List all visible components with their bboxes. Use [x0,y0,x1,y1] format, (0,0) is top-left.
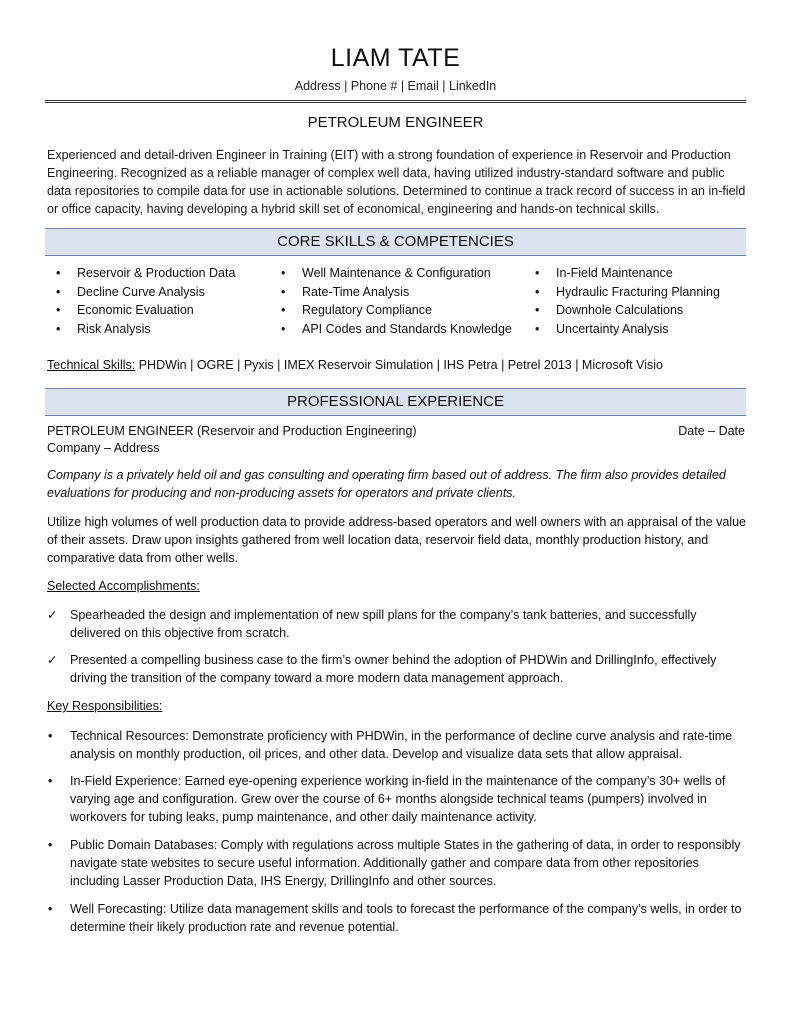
skills-column-1 [47,264,235,338]
responsibility-item [47,727,745,763]
skill-item: • Decline Curve Analysis [47,283,235,302]
responsibilities-heading: Key Responsibilities: [47,699,163,713]
responsibility-label: Well Forecasting: [70,902,167,916]
accomplishment-text: Presented a compelling business case to the firm’s owner behind the adoption of PHDWin and DrillingInfo, effectively driving the transition of the company toward a more modern data management approach. [70,653,717,685]
responsibility-text: Utilize data management skills and tools to forecast the performance of the company’s wells, in order to determine their likely production rate and revenue potential. [70,902,742,934]
technical-skills-line [47,358,663,372]
skill-item: • Hydraulic Fracturing Planning [526,283,720,302]
bullet-icon: • [56,303,61,317]
technical-skills-value: PHDWin | OGRE | Pyxis | IMEX Reservoir Simulation | IHS Petra | Petrel 2013 | Microsoft Visio [135,358,663,372]
bullet-icon: • [535,266,540,280]
header-divider [45,100,746,103]
skills-column-3 [526,264,720,338]
responsibility-item [47,900,745,936]
target-job-title: PETROLEUM ENGINEER [307,114,484,131]
accomplishments-heading: Selected Accomplishments: [47,579,200,593]
skill-item: • In-Field Maintenance [526,264,720,283]
bullet-icon: • [48,774,53,788]
company-description: Company is a privately held oil and gas consulting and operating firm based out of address. The firm also provides detailed evaluations for producing and non-producing assets for operators and private clients. [47,468,726,500]
bullet-icon: • [281,284,286,299]
responsibility-label: In-Field Experience: [70,774,182,788]
job-position-title: PETROLEUM ENGINEER (Reservoir and Production Engineering) [47,424,417,438]
skills-column-2 [272,264,512,338]
bullet-icon: • [281,266,286,280]
role-overview: Utilize high volumes of well production data to provide address-based operators and well owners with an appraisal of the value of their assets. Draw upon insights gathered from well location data, reservoir field data, monthly production history, and comparative data from other wells. [47,515,747,565]
section-heading-experience: PROFESSIONAL EXPERIENCE [45,388,746,416]
bullet-icon: • [535,303,540,317]
skill-item: • Uncertainty Analysis [526,320,720,339]
bullet-icon: • [48,729,53,743]
bullet-icon: • [281,321,286,336]
contact-line: Address | Phone # | Email | LinkedIn [294,79,497,93]
skill-item: • Well Maintenance & Configuration [272,264,512,283]
bullet-icon: • [535,321,540,336]
accomplishment-item [47,651,745,687]
job-header-row [47,424,745,438]
skill-item: • Risk Analysis [47,320,235,339]
bullet-icon: • [56,284,61,299]
checkmark-icon: ✓ [47,608,58,622]
skill-item: • Downhole Calculations [526,301,720,320]
bullet-icon: • [535,284,540,299]
checkmark-icon: ✓ [47,653,58,667]
skill-item: • Reservoir & Production Data [47,264,235,283]
job-date-range: Date – Date [678,424,745,438]
technical-skills-label: Technical Skills: [47,358,136,372]
responsibility-text: Demonstrate proficiency with PHDWin, in the performance of decline curve analysis and rate-time analysis on monthly production, oil prices, and other data. Develop and visualize data sets that allow appraisal. [70,729,733,761]
section-heading-skills: CORE SKILLS & COMPETENCIES [45,228,746,256]
skill-item: • Rate-Time Analysis [272,283,512,302]
skill-item: • API Codes and Standards Knowledge [272,320,512,339]
responsibility-text: Earned eye-opening experience working in-field in the maintenance of the company’s 30+ wells of varying age and configuration. Grew over the course of 6+ months alongside technical teams (pumpers) involved in workovers for tubing leaks, pump maintenance, and other daily maintenance activity. [70,774,726,824]
professional-summary: Experienced and detail-driven Engineer in Training (EIT) with a strong foundation of experience in Reservoir and Production Engineering. Recognized as a reliable manager of complex well data, having utilized industry-standard software and public data repositories to compile data for use in actionable solutions. Determined to continue a track record of success in an in-field or office capacity, having developing a hybrid skill set of economical, engineering and hands-on technical skills. [47,148,746,216]
skill-item: • Regulatory Compliance [272,301,512,320]
bullet-icon: • [48,838,53,852]
bullet-icon: • [48,902,53,916]
responsibility-label: Technical Resources: [70,729,189,743]
responsibility-item [47,836,745,890]
company-line: Company – Address [47,441,160,455]
responsibility-item [47,772,745,826]
bullet-icon: • [56,321,61,336]
accomplishment-text: Spearheaded the design and implementation of new spill plans for the company’s tank batteries, and successfully delivered on this objective from scratch. [70,608,697,640]
bullet-icon: • [56,266,61,280]
bullet-icon: • [281,303,286,317]
responsibility-text: Comply with regulations across multiple States in the gathering of data, in order to responsibly navigate state websites to secure useful information. Additionally gather and compare data from other repositories including Lasser Production Data, IHS Energy, DrillingInfo and other sources. [70,838,741,888]
candidate-name: LIAM TATE [330,44,461,72]
skill-item: • Economic Evaluation [47,301,235,320]
accomplishment-item [47,606,745,642]
responsibility-label: Public Domain Databases: [70,838,218,852]
